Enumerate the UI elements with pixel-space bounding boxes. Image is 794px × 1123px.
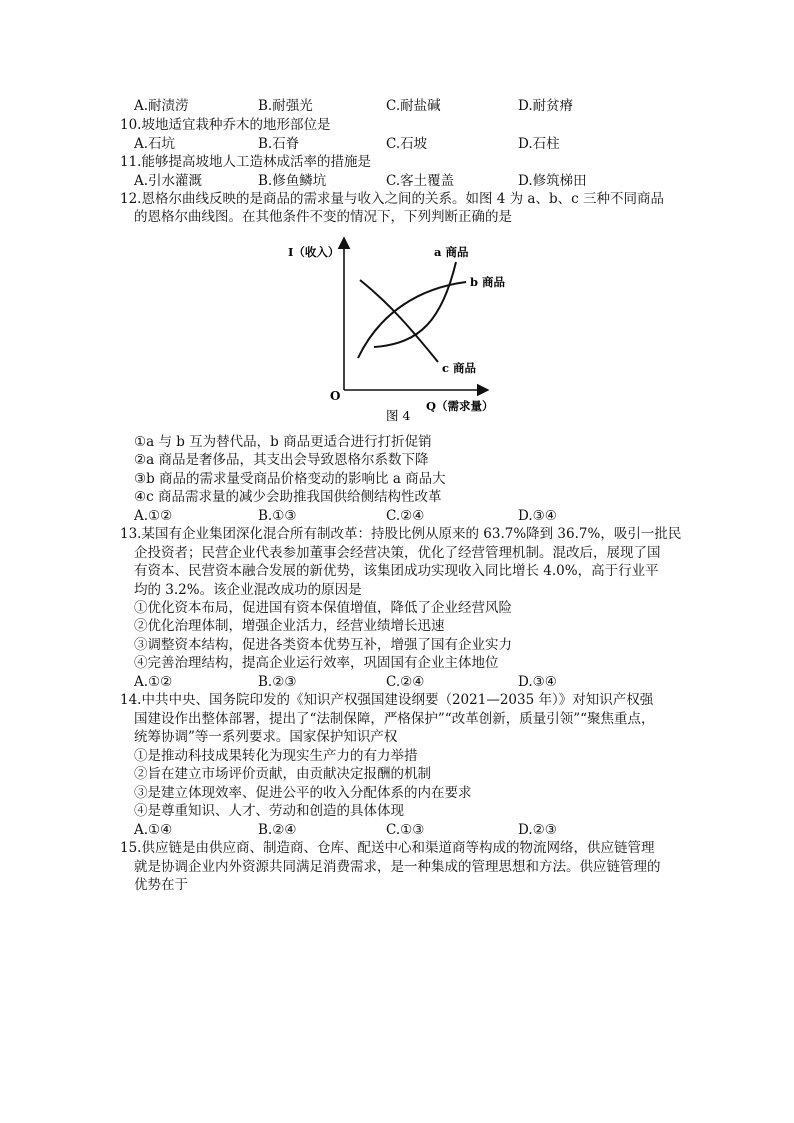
figure-caption: 图 4 xyxy=(386,408,411,423)
q12-statement-3: ③b 商品的需求量受商品价格变动的影响比 a 商品大 xyxy=(134,471,446,487)
q10-option-a: A.石坑 xyxy=(134,136,176,152)
q11-option-c: C.客土覆盖 xyxy=(386,173,455,189)
q13-stem-line-3: 有资本、民营资本融合发展的新优势，该集团成功实现收入同比增长 4.0%，高于行业平 xyxy=(134,563,659,579)
q14-statement-3: ③是建立体现效率、促进公平的收入分配体系的内在要求 xyxy=(134,785,472,801)
q13-statement-2: ②优化治理体制，增强企业活力，经营业绩增长迅速 xyxy=(134,618,445,634)
q15-stem-line-3: 优势在于 xyxy=(134,877,188,893)
q9-option-b: B.耐强光 xyxy=(258,98,313,114)
q13-statement-3: ③调整资本结构，促进各类资本优势互补，增强了国有企业实力 xyxy=(134,637,512,653)
q14-option-b: B.②④ xyxy=(258,822,297,838)
q11-option-d: D.修筑梯田 xyxy=(518,173,587,189)
q12-statement-1: ①a 与 b 互为替代品，b 商品更适合进行打折促销 xyxy=(134,434,432,450)
q14-option-a: A.①④ xyxy=(134,822,173,838)
q10-stem: 10.坡地适宜栽种乔木的地形部位是 xyxy=(120,117,331,133)
q13-option-d: D.③④ xyxy=(518,674,557,690)
q15-stem-line-2: 就是协调企业内外资源共同满足消费需求，是一种集成的管理思想和方法。供应链管理的 xyxy=(134,859,661,875)
q14-stem-line-2: 国建设作出整体部署，提出了“法制保障，严格保护”“改革创新，质量引领”“聚焦重点， xyxy=(134,711,655,727)
q14-option-d: D.②③ xyxy=(518,822,557,838)
q9-option-a: A.耐渍涝 xyxy=(134,98,189,114)
q12-statement-2: ②a 商品是奢侈品，其支出会导致恩格尔系数下降 xyxy=(134,452,429,468)
q13-stem-line-2: 企投资者；民营企业代表参加董事会经营决策，优化了经营管理机制。混改后，展现了国 xyxy=(134,545,661,561)
q12-option-d: D.③④ xyxy=(518,508,557,524)
q9-option-d: D.耐贫瘠 xyxy=(518,98,574,114)
curve-a-label: a 商品 xyxy=(434,245,469,259)
curve-b-label: b 商品 xyxy=(470,275,506,289)
q14-statement-4: ④是尊重知识、人才、劳动和创造的具体体现 xyxy=(134,803,404,819)
q13-statement-4: ④完善治理结构，提高企业运行效率，巩固国有企业主体地位 xyxy=(134,655,499,671)
q11-option-b: B.修鱼鳞坑 xyxy=(258,173,327,189)
q11-option-a: A.引水灌溉 xyxy=(134,173,203,189)
q14-stem-line-1: 14.中共中央、国务院印发的《知识产权强国建设纲要（2021—2035 年）》对知识产权强 xyxy=(120,692,654,708)
q13-stem-line-4: 均的 3.2%。该企业混改成功的原因是 xyxy=(134,582,362,598)
y-axis-label: I（收入） xyxy=(288,245,340,259)
q15-stem-line-1: 15.供应链是由供应商、制造商、仓库、配送中心和渠道商等构成的物流网络，供应链管理 xyxy=(120,840,655,856)
q10-option-b: B.石脊 xyxy=(258,136,300,152)
q12-option-b: B.①③ xyxy=(258,508,297,524)
q14-option-c: C.①③ xyxy=(386,822,425,838)
q9-option-c: C.耐盐碱 xyxy=(386,98,441,114)
q11-stem: 11.能够提高坡地人工造林成活率的措施是 xyxy=(120,154,371,170)
q13-stem-line-1: 13.某国有企业集团深化混合所有制改革：持股比例从原来的 63.7%降到 36.7%，吸引一批民 xyxy=(120,526,682,542)
x-axis-label: Q（需求量） xyxy=(426,399,494,413)
q10-option-d: D.石柱 xyxy=(518,136,560,152)
q10-option-c: C.石坡 xyxy=(386,136,428,152)
q12-statement-4: ④c 商品需求量的减少会助推我国供给侧结构性改革 xyxy=(134,489,442,505)
q14-statement-1: ①是推动科技成果转化为现实生产力的有力举措 xyxy=(134,748,418,764)
curve-c-label: c 商品 xyxy=(442,361,477,375)
q13-statement-1: ①优化资本布局，促进国有资本保值增值，降低了企业经营风险 xyxy=(134,600,512,616)
q12-stem-line-2: 的恩格尔曲线图。在其他条件不变的情况下，下列判断正确的是 xyxy=(134,209,512,225)
q14-stem-line-3: 统筹协调”等一系列要求。国家保护知识产权 xyxy=(134,729,398,745)
q12-option-c: C.②④ xyxy=(386,508,425,524)
engel-curve-figure xyxy=(270,232,530,428)
origin-label: O xyxy=(330,389,341,403)
q13-option-a: A.①② xyxy=(134,674,173,690)
q13-option-c: C.②④ xyxy=(386,674,425,690)
q12-option-a: A.①② xyxy=(134,508,173,524)
q14-statement-2: ②旨在建立市场评价贡献，由贡献决定报酬的机制 xyxy=(134,766,431,782)
q12-stem-line-1: 12.恩格尔曲线反映的是商品的需求量与收入之间的关系。如图 4 为 a、b、c 三种不同商品 xyxy=(120,191,664,207)
q13-option-b: B.②③ xyxy=(258,674,297,690)
